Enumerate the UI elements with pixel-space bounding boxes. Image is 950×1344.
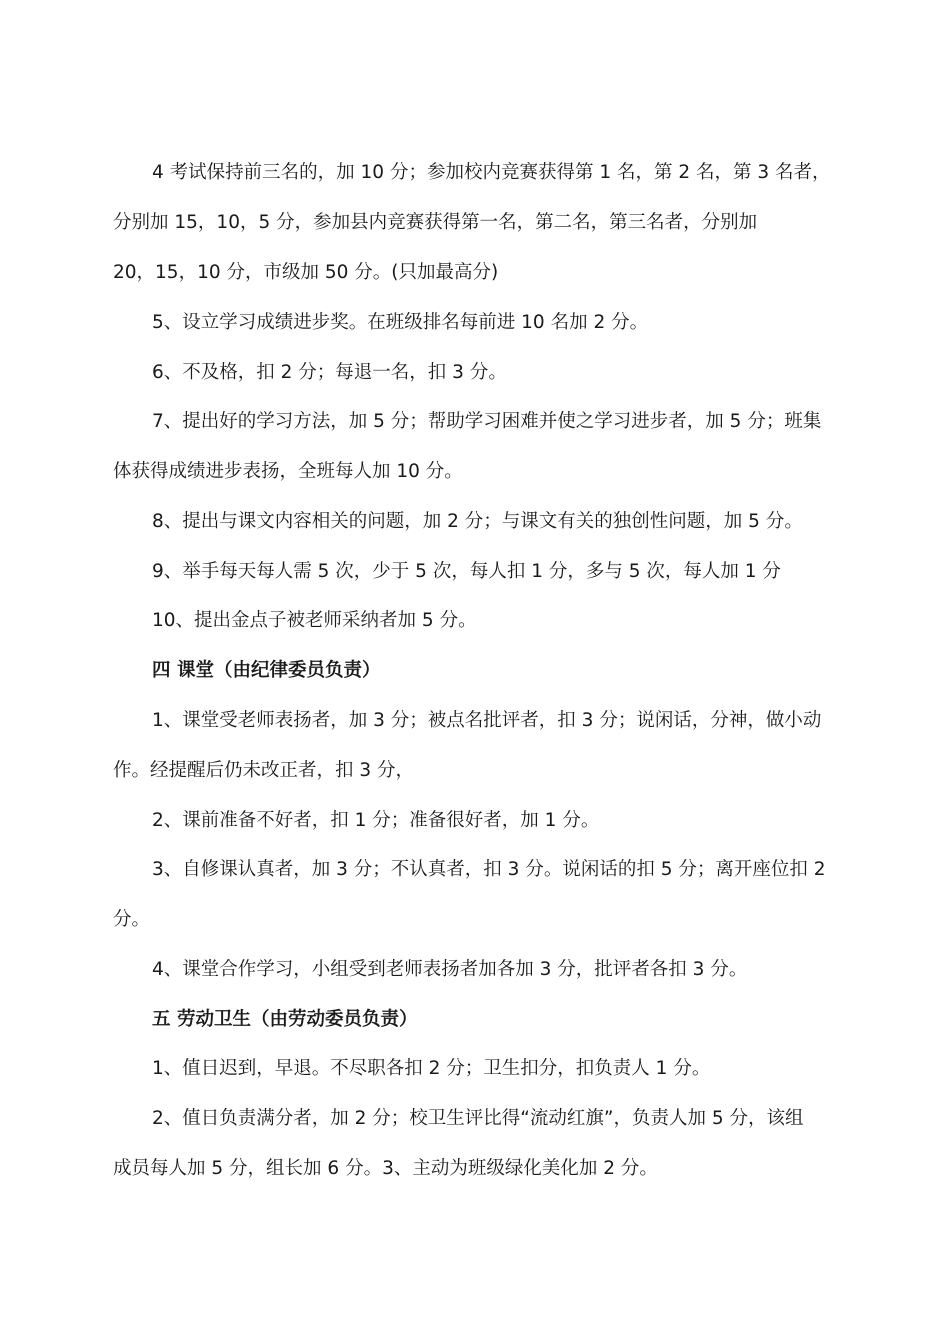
paragraph-line-13: 作。经提醒后仍未改正者，扣 3 分， xyxy=(113,760,415,781)
paragraph-line-3: 20，15，10 分，市级加 50 分。(只加最高分) xyxy=(113,262,499,283)
paragraph-line-9: 9、举手每天每人需 5 次，少于 5 次，每人扣 1 分，多与 5 次，每人加 1 分 xyxy=(152,561,781,582)
paragraph-line-12: 1、课堂受老师表扬者，加 3 分；被点名批评者，扣 3 分；说闲话，分神，做小动 xyxy=(152,710,822,731)
paragraph-line-4: 5、设立学习成绩进步奖。在班级排名每前进 10 名加 2 分。 xyxy=(152,312,649,333)
paragraph-line-1: 4 考试保持前三名的，加 10 分；参加校内竞赛获得第 1 名，第 2 名，第 3 名者， xyxy=(152,162,831,183)
paragraph-line-15: 3、自修课认真者，加 3 分；不认真者，扣 3 分。说闲话的扣 5 分；离开座位扣 2 xyxy=(152,859,826,880)
paragraph-line-2: 分别加 15，10，5 分，参加县内竞赛获得第一名，第二名，第三名者，分别加 xyxy=(113,212,758,233)
paragraph-line-14: 2、课前准备不好者，扣 1 分；准备很好者，加 1 分。 xyxy=(152,810,600,831)
paragraph-line-7: 体获得成绩进步表扬，全班每人加 10 分。 xyxy=(113,461,463,482)
paragraph-line-10: 10、提出金点子被老师采纳者加 5 分。 xyxy=(152,610,477,631)
section-heading-4: 四 课堂（由纪律委员负责） xyxy=(152,660,381,681)
paragraph-line-17: 4、课堂合作学习，小组受到老师表扬者加各加 3 分，批评者各扣 3 分。 xyxy=(152,959,748,980)
paragraph-line-8: 8、提出与课文内容相关的问题，加 2 分；与课文有关的独创性问题，加 5 分。 xyxy=(152,511,803,532)
paragraph-line-5: 6、不及格，扣 2 分；每退一名，扣 3 分。 xyxy=(152,362,507,383)
paragraph-line-20: 2、值日负责满分者，加 2 分；校卫生评比得“流动红旗”，负责人加 5 分，该组 xyxy=(152,1108,804,1129)
paragraph-line-16: 分。 xyxy=(113,909,151,930)
paragraph-line-21: 成员每人加 5 分，组长加 6 分。3、主动为班级绿化美化加 2 分。 xyxy=(113,1158,658,1179)
paragraph-line-19: 1、值日迟到，早退。不尽职各扣 2 分；卫生扣分，扣负责人 1 分。 xyxy=(152,1058,711,1079)
section-heading-5: 五 劳动卫生（由劳动委员负责） xyxy=(152,1009,418,1030)
paragraph-line-6: 7、提出好的学习方法，加 5 分；帮助学习困难并使之学习进步者，加 5 分；班集 xyxy=(152,411,822,432)
